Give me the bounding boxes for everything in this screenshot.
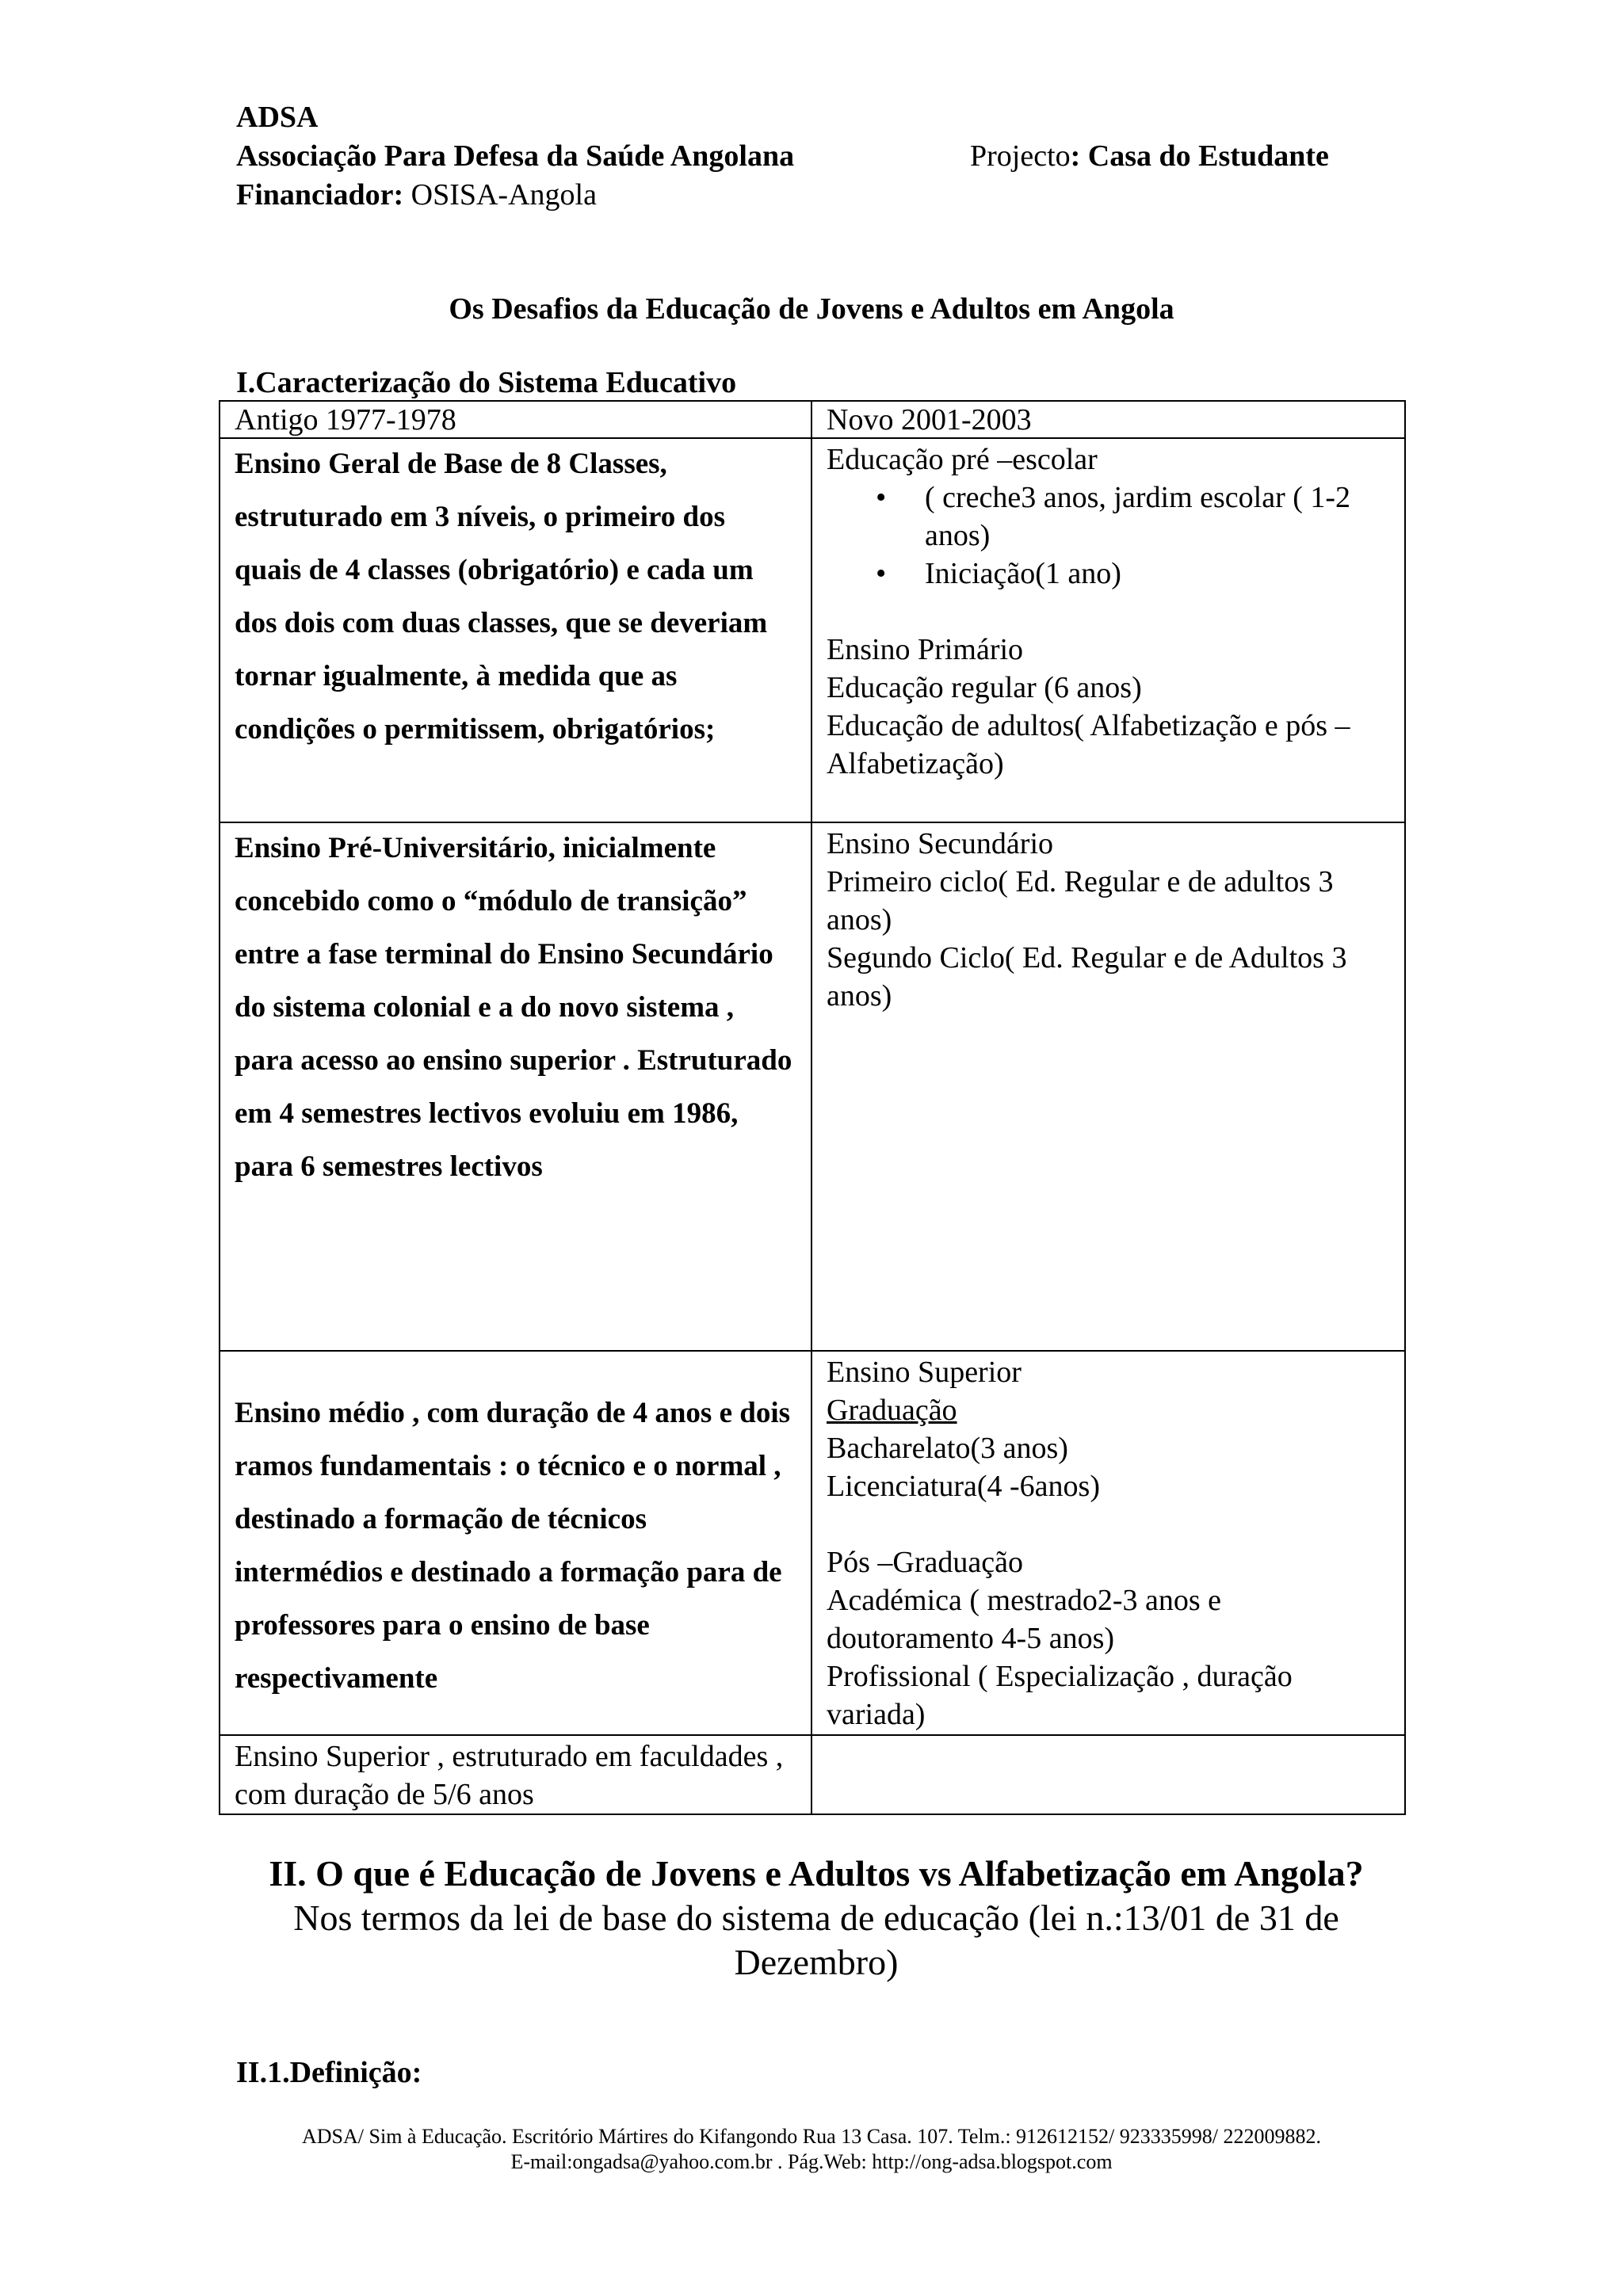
table-header-row: [220, 401, 1405, 438]
section-1-title: I.Caracterização do Sistema Educativo: [236, 366, 737, 399]
footer-contacts: E-mail:ongadsa@yahoo.com.br . Pág.Web: http://ong-adsa.blogspot.com: [510, 2150, 1113, 2173]
preschool-title: Educação pré –escolar: [827, 443, 1098, 476]
right-line: Profissional ( Especialização , duração variada): [827, 1660, 1293, 1731]
row2-new-system: [812, 822, 1405, 1351]
section-2-1-title: II.1.Definição:: [236, 2056, 422, 2089]
row3-old-system: [220, 1351, 812, 1735]
document-title: Os Desafios da Educação de Jovens e Adultos em Angola: [449, 292, 1174, 326]
row1-new-system: [812, 438, 1405, 822]
secondary-title: Ensino Secundário: [827, 827, 1054, 860]
table-row: [220, 822, 1405, 1351]
right-line: Educação regular (6 anos): [827, 671, 1142, 704]
right-line: Pós –Graduação: [827, 1546, 1023, 1579]
row2-left-text: Ensino Pré-Universitário, inicialmente concebido como o “módulo de transição” entre a fase terminal do Ensino Secundário do sistema colonial e a do novo sistema , para acesso ao ensino superior . Estruturado em 4 semestres lectivos evoluiu em 1986, para 6 semestres lectivos: [235, 832, 792, 1183]
table-row: [220, 438, 1405, 822]
right-line: Primeiro ciclo( Ed. Regular e de adultos 3 anos): [827, 865, 1334, 936]
letterhead: [236, 98, 794, 215]
list-item: • ( creche3 anos, jardim escolar ( 1-2 anos): [827, 479, 1390, 555]
column-header-new: Novo 2001-2003: [812, 401, 1405, 438]
right-line: Segundo Ciclo( Ed. Regular e de Adultos 3 anos): [827, 941, 1347, 1013]
right-line: Licenciatura(4 -6anos): [827, 1470, 1100, 1503]
bullet-icon: •: [876, 481, 887, 514]
org-full-name: Associação Para Defesa da Saúde Angolana: [236, 139, 795, 173]
section-2-heading: [230, 1852, 1403, 1985]
section-2-title: II. O que é Educação de Jovens e Adultos vs Alfabetização em Angola?: [269, 1853, 1364, 1894]
education-system-table: [219, 400, 1406, 1815]
page-footer: [0, 2124, 1623, 2175]
higher-ed-title: Ensino Superior: [827, 1356, 1022, 1389]
bullet-icon: •: [876, 557, 887, 590]
org-short-name: ADSA: [236, 101, 319, 134]
table-row: [220, 1351, 1405, 1735]
right-line: Educação de adultos( Alfabetização e pós –Alfabetização): [827, 709, 1350, 780]
row2-old-system: [220, 822, 812, 1351]
section-2-subtitle: Nos termos da lei de base do sistema de educação (lei n.:13/01 de 31 de Dezembro): [293, 1897, 1339, 1982]
row3-new-system: [812, 1351, 1405, 1735]
row1-old-system: [220, 438, 812, 822]
column-header-old: Antigo 1977-1978: [220, 401, 812, 438]
row4-new-system: [812, 1735, 1405, 1814]
graduation-label: Graduação: [827, 1394, 957, 1427]
row3-left-text: Ensino médio , com duração de 4 anos e dois ramos fundamentais : o técnico e o normal , destinado a formação de técnicos intermédios e destinado a formação para de professores para o ensino de base respectivamente: [235, 1397, 791, 1695]
right-line: Bacharelato(3 anos): [827, 1432, 1068, 1465]
project-line: Projecto: Casa do Estudante: [970, 139, 1329, 173]
row1-left-text: Ensino Geral de Base de 8 Classes, estruturado em 3 níveis, o primeiro dos quais de 4 classes (obrigatório) e cada um dos dois com duas classes, que se deveriam tornar igualmente, à medida que as condições o permitissem, obrigatórios;: [235, 448, 768, 746]
right-line: Académica ( mestrado2-3 anos e doutoramento 4-5 anos): [827, 1584, 1222, 1655]
row4-old-system: Ensino Superior , estruturado em faculdades , com duração de 5/6 anos: [220, 1735, 812, 1814]
list-item: • Iniciação(1 ano): [827, 555, 1390, 593]
footer-address: ADSA/ Sim à Educação. Escritório Mártires do Kifangondo Rua 13 Casa. 107. Telm.: 912612152/ 923335998/ 222009882.: [302, 2125, 1321, 2148]
primary-title: Ensino Primário: [827, 633, 1024, 666]
table-row: [220, 1735, 1405, 1814]
funder-line: Financiador: OSISA-Angola: [236, 178, 597, 212]
